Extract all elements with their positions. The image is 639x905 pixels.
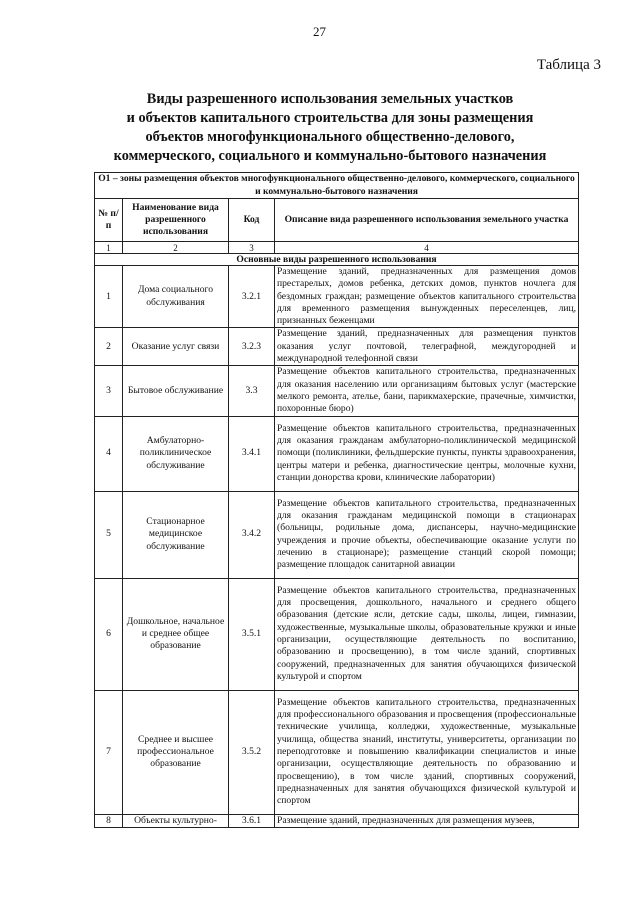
- section-row: [95, 254, 579, 266]
- table-row: [95, 814, 579, 827]
- row-num: 4: [95, 416, 123, 491]
- row-num: 8: [95, 814, 123, 827]
- row-code: 3.4.1: [229, 416, 275, 491]
- table-row: [95, 491, 579, 578]
- row-desc: Размещение объектов капитального строительства, предназначенных для оказания населению или организациям бытовых услуг (мастерские мелкого ремонта, ателье, бани, парикмахерские, прачечные, химчистки, похоронные бюро): [275, 366, 579, 416]
- document-title: [60, 90, 600, 166]
- row-name: Дома социального обслуживания: [123, 266, 229, 328]
- row-desc: Размещение объектов капитального строительства, предназначенных для просвещения, дошкольного, начального и среднего общего образования (детские ясли, детские сады, школы, лицеи, гимназии, художественные, музыкальные школы, образовательные кружки и иные организации, осуществляющие деятельность по воспитанию, образованию и просвещению), в том числе зданий, спортивных сооружений, предназначенных для занятия обучающихся физической культурой и спортом: [275, 578, 579, 690]
- row-name: Бытовое обслуживание: [123, 366, 229, 416]
- row-name: Стационарное медицинское обслуживание: [123, 491, 229, 578]
- row-name: Амбулаторно-поликлиническое обслуживание: [123, 416, 229, 491]
- zone-header-row: [95, 173, 579, 199]
- row-desc: Размещение зданий, предназначенных для размещения музеев,: [275, 814, 579, 827]
- title-line: объектов многофункционального общественно-делового,: [145, 129, 515, 145]
- row-desc: Размещение объектов капитального строительства, предназначенных для оказания гражданам медицинской помощи в стационарах (больницы, родильные дома, диспансеры, научно-медицинские учреждения и прочие объекты, обеспечивающие оказание услуги по лечению в стационаре); размещение станций скорой помощи; размещение площадок санитарной авиации: [275, 491, 579, 578]
- row-code: 3.2.3: [229, 328, 275, 366]
- row-num: 5: [95, 491, 123, 578]
- row-desc: Размещение зданий, предназначенных для размещения домов престарелых, домов ребенка, детских домов, пунктов ночлега для бездомных граждан; размещение объектов капитального строительства для временного размещения вынужденных переселенцев, лиц, признанных беженцами: [275, 266, 579, 328]
- row-code: 3.5.2: [229, 690, 275, 814]
- title-line: коммерческого, социального и коммунально-бытового назначения: [113, 148, 547, 164]
- header-code: Код: [229, 199, 275, 242]
- row-name: Дошкольное, начальное и среднее общее образование: [123, 578, 229, 690]
- column-number: 1: [95, 242, 123, 254]
- land-use-table: [94, 172, 579, 828]
- row-num: 7: [95, 690, 123, 814]
- table-row: [95, 366, 579, 416]
- table-label: Таблица 3: [536, 57, 601, 73]
- row-num: 3: [95, 366, 123, 416]
- header-name: Наименование вида разрешенного использования: [123, 199, 229, 242]
- title-line: Виды разрешенного использования земельных участков: [146, 91, 514, 107]
- row-name: Оказание услуг связи: [123, 328, 229, 366]
- row-code: 3.4.2: [229, 491, 275, 578]
- table-row: [95, 266, 579, 328]
- zone-header: О1 – зоны размещения объектов многофункционального общественно-делового, коммерческого, социального и коммунально-бытового назначения: [95, 173, 579, 199]
- section-title: Основные виды разрешенного использования: [95, 254, 579, 266]
- column-number: 2: [123, 242, 229, 254]
- row-desc: Размещение зданий, предназначенных для размещения пунктов оказания услуг почтовой, телеграфной, междугородней и международной телефонной связи: [275, 328, 579, 366]
- row-code: 3.2.1: [229, 266, 275, 328]
- table-row: [95, 328, 579, 366]
- table-row: [95, 578, 579, 690]
- title-line: и объектов капитального строительства для зоны размещения: [126, 110, 534, 126]
- row-desc: Размещение объектов капитального строительства, предназначенных для оказания гражданам амбулаторно-поликлинической медицинской помощи (поликлиники, фельдшерские пункты, пункты здравоохранения, центры матери и ребенка, диагностические центры, молочные кухни, станции донорства крови, клинические лаборатории): [275, 416, 579, 491]
- row-name: Среднее и высшее профессиональное образование: [123, 690, 229, 814]
- table-row: [95, 416, 579, 491]
- row-num: 1: [95, 266, 123, 328]
- column-number: 3: [229, 242, 275, 254]
- header-num: № п/п: [95, 199, 123, 242]
- row-desc: Размещение объектов капитального строительства, предназначенных для профессионального образования и просвещения (профессиональные технические училища, колледжи, художественные, музыкальные училища, общества знаний, институты, университеты, организации по переподготовке и повышению квалификации специалистов и иные организации, осуществляющие деятельность по образованию и просвещению), в том числе зданий, спортивных сооружений, предназначенных для занятия обучающихся физической культурой и спортом: [275, 690, 579, 814]
- row-code: 3.5.1: [229, 578, 275, 690]
- row-num: 2: [95, 328, 123, 366]
- page-number: 27: [313, 24, 326, 39]
- row-num: 6: [95, 578, 123, 690]
- table-row: [95, 690, 579, 814]
- row-code: 3.3: [229, 366, 275, 416]
- column-number-row: [95, 242, 579, 254]
- row-name: Объекты культурно-: [123, 814, 229, 827]
- column-number: 4: [275, 242, 579, 254]
- row-code: 3.6.1: [229, 814, 275, 827]
- header-desc: Описание вида разрешенного использования земельного участка: [275, 199, 579, 242]
- column-header-row: [95, 199, 579, 242]
